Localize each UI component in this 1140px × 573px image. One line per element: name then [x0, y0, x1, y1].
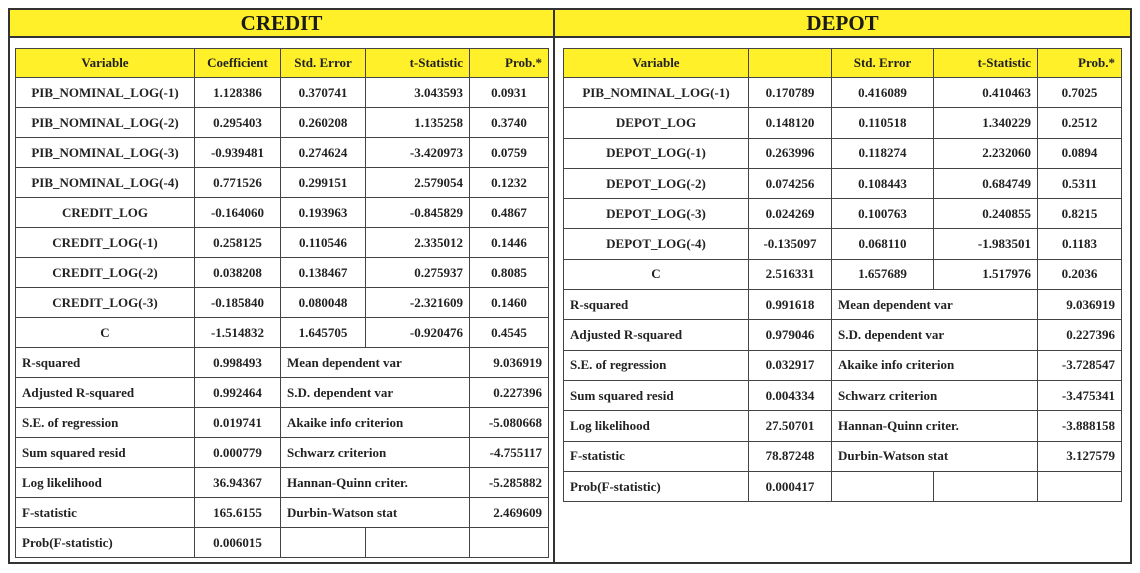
statistic-row	[16, 528, 549, 558]
numeric-cell: 0.4545	[470, 318, 549, 348]
statistic-label: Sum squared resid	[564, 380, 749, 410]
numeric-cell: 0.274624	[281, 138, 366, 168]
variable-name: PIB_NOMINAL_LOG(-1)	[564, 78, 749, 108]
empty-cell	[934, 471, 1038, 501]
numeric-cell: 0.080048	[281, 288, 366, 318]
statistic-value: -3.475341	[1038, 380, 1122, 410]
statistic-label: Durbin-Watson stat	[832, 441, 1038, 471]
statistic-row	[564, 290, 1122, 320]
numeric-cell: 0.1183	[1038, 229, 1122, 259]
column-header: t-Statistic	[934, 49, 1038, 78]
statistic-value: 0.000417	[749, 471, 832, 501]
numeric-cell: 0.684749	[934, 168, 1038, 198]
statistic-row	[16, 378, 549, 408]
column-header: Variable	[564, 49, 749, 78]
numeric-cell: 0.4867	[470, 198, 549, 228]
numeric-cell: 0.1232	[470, 168, 549, 198]
variable-name: PIB_NOMINAL_LOG(-4)	[16, 168, 195, 198]
statistic-label: Schwarz criterion	[281, 438, 470, 468]
statistic-value: 0.000779	[195, 438, 281, 468]
statistic-value: 2.469609	[470, 498, 549, 528]
statistic-value: 0.227396	[470, 378, 549, 408]
statistic-row	[16, 498, 549, 528]
numeric-cell: 0.2512	[1038, 108, 1122, 138]
numeric-cell: 0.260208	[281, 108, 366, 138]
coefficient-row	[16, 108, 549, 138]
numeric-cell: 0.771526	[195, 168, 281, 198]
column-header: Prob.*	[1038, 49, 1122, 78]
variable-name: DEPOT_LOG(-4)	[564, 229, 749, 259]
column-header: Variable	[16, 49, 195, 78]
statistic-value: -3.888158	[1038, 411, 1122, 441]
numeric-cell: 0.138467	[281, 258, 366, 288]
statistic-label: Schwarz criterion	[832, 380, 1038, 410]
empty-cell	[366, 528, 470, 558]
statistic-label: Sum squared resid	[16, 438, 195, 468]
numeric-cell: 0.110518	[832, 108, 934, 138]
statistic-value: 0.004334	[749, 380, 832, 410]
coefficient-row	[16, 138, 549, 168]
statistic-value: -5.285882	[470, 468, 549, 498]
coefficient-row	[564, 168, 1122, 198]
variable-name: PIB_NOMINAL_LOG(-3)	[16, 138, 195, 168]
numeric-cell: -0.185840	[195, 288, 281, 318]
numeric-cell: 2.579054	[366, 168, 470, 198]
statistic-row	[564, 380, 1122, 410]
numeric-cell: 0.8215	[1038, 199, 1122, 229]
numeric-cell: 0.240855	[934, 199, 1038, 229]
numeric-cell: -0.920476	[366, 318, 470, 348]
numeric-cell: 0.8085	[470, 258, 549, 288]
coefficient-row	[564, 229, 1122, 259]
numeric-cell: 1.135258	[366, 108, 470, 138]
numeric-cell: 0.416089	[832, 78, 934, 108]
numeric-cell: -0.845829	[366, 198, 470, 228]
column-header: Std. Error	[281, 49, 366, 78]
numeric-cell: 0.108443	[832, 168, 934, 198]
statistic-label: Mean dependent var	[281, 348, 470, 378]
statistic-row	[16, 468, 549, 498]
column-header: Coefficient	[195, 49, 281, 78]
statistic-label: F-statistic	[16, 498, 195, 528]
statistic-label: Adjusted R-squared	[564, 320, 749, 350]
statistic-value: 36.94367	[195, 468, 281, 498]
statistic-label: R-squared	[564, 290, 749, 320]
statistic-label: Prob(F-statistic)	[16, 528, 195, 558]
numeric-cell: 0.118274	[832, 138, 934, 168]
numeric-cell: 0.170789	[749, 78, 832, 108]
statistic-label: Adjusted R-squared	[16, 378, 195, 408]
statistic-value: 165.6155	[195, 498, 281, 528]
credit-title: CREDIT	[10, 10, 553, 38]
statistic-label: R-squared	[16, 348, 195, 378]
empty-cell	[1038, 471, 1122, 501]
statistic-label: Prob(F-statistic)	[564, 471, 749, 501]
numeric-cell: 2.516331	[749, 259, 832, 289]
numeric-cell: 0.295403	[195, 108, 281, 138]
statistic-value: 78.87248	[749, 441, 832, 471]
variable-name: DEPOT_LOG(-1)	[564, 138, 749, 168]
depot-regression-table	[563, 48, 1122, 502]
statistic-label: S.D. dependent var	[832, 320, 1038, 350]
numeric-cell: 0.410463	[934, 78, 1038, 108]
numeric-cell: 0.263996	[749, 138, 832, 168]
numeric-cell: -1.983501	[934, 229, 1038, 259]
numeric-cell: 0.024269	[749, 199, 832, 229]
numeric-cell: 0.068110	[832, 229, 934, 259]
variable-name: CREDIT_LOG(-3)	[16, 288, 195, 318]
numeric-cell: 2.335012	[366, 228, 470, 258]
numeric-cell: 1.645705	[281, 318, 366, 348]
statistic-value: 0.006015	[195, 528, 281, 558]
statistic-value: 0.032917	[749, 350, 832, 380]
variable-name: C	[564, 259, 749, 289]
coefficient-row	[564, 259, 1122, 289]
coefficient-row	[16, 198, 549, 228]
numeric-cell: -3.420973	[366, 138, 470, 168]
numeric-cell: 0.370741	[281, 78, 366, 108]
numeric-cell: 0.3740	[470, 108, 549, 138]
coefficient-row	[16, 318, 549, 348]
statistic-row	[564, 320, 1122, 350]
numeric-cell: 0.7025	[1038, 78, 1122, 108]
statistic-label: Akaike info criterion	[281, 408, 470, 438]
variable-name: DEPOT_LOG	[564, 108, 749, 138]
numeric-cell: 0.038208	[195, 258, 281, 288]
variable-name: CREDIT_LOG(-1)	[16, 228, 195, 258]
coefficient-row	[16, 168, 549, 198]
numeric-cell: 0.1446	[470, 228, 549, 258]
numeric-cell: 0.0759	[470, 138, 549, 168]
statistic-value: -5.080668	[470, 408, 549, 438]
statistic-label: Hannan-Quinn criter.	[281, 468, 470, 498]
numeric-cell: -0.164060	[195, 198, 281, 228]
variable-name: DEPOT_LOG(-3)	[564, 199, 749, 229]
variable-name: CREDIT_LOG(-2)	[16, 258, 195, 288]
numeric-cell: 1.657689	[832, 259, 934, 289]
coefficient-row	[564, 199, 1122, 229]
numeric-cell: 0.299151	[281, 168, 366, 198]
panel-divider	[553, 8, 555, 564]
numeric-cell: 0.074256	[749, 168, 832, 198]
variable-name: PIB_NOMINAL_LOG(-1)	[16, 78, 195, 108]
empty-cell	[470, 528, 549, 558]
coefficient-row	[564, 138, 1122, 168]
statistic-value: -4.755117	[470, 438, 549, 468]
coefficient-row	[16, 228, 549, 258]
statistic-value: 9.036919	[1038, 290, 1122, 320]
statistic-label: S.E. of regression	[16, 408, 195, 438]
statistic-value: 0.998493	[195, 348, 281, 378]
statistic-row	[16, 348, 549, 378]
coefficient-row	[564, 108, 1122, 138]
header-row	[16, 49, 549, 78]
numeric-cell: -0.135097	[749, 229, 832, 259]
statistic-label: F-statistic	[564, 441, 749, 471]
statistic-row	[16, 408, 549, 438]
statistic-label: S.D. dependent var	[281, 378, 470, 408]
numeric-cell: 0.100763	[832, 199, 934, 229]
statistic-value: 0.019741	[195, 408, 281, 438]
depot-title: DEPOT	[555, 10, 1130, 38]
numeric-cell: 0.110546	[281, 228, 366, 258]
statistic-value: -3.728547	[1038, 350, 1122, 380]
column-header: Std. Error	[832, 49, 934, 78]
statistic-value: 0.991618	[749, 290, 832, 320]
numeric-cell: 1.128386	[195, 78, 281, 108]
coefficient-row	[16, 258, 549, 288]
statistic-value: 0.227396	[1038, 320, 1122, 350]
statistic-value: 27.50701	[749, 411, 832, 441]
statistic-row	[564, 471, 1122, 501]
coefficient-row	[16, 288, 549, 318]
statistic-value: 0.979046	[749, 320, 832, 350]
column-header	[749, 49, 832, 78]
numeric-cell: 0.5311	[1038, 168, 1122, 198]
coefficient-row	[16, 78, 549, 108]
column-header: t-Statistic	[366, 49, 470, 78]
statistic-label: Log likelihood	[16, 468, 195, 498]
numeric-cell: 0.148120	[749, 108, 832, 138]
numeric-cell: 1.517976	[934, 259, 1038, 289]
numeric-cell: 0.2036	[1038, 259, 1122, 289]
empty-cell	[832, 471, 934, 501]
numeric-cell: -0.939481	[195, 138, 281, 168]
statistic-label: Mean dependent var	[832, 290, 1038, 320]
statistic-label: Hannan-Quinn criter.	[832, 411, 1038, 441]
numeric-cell: 0.0894	[1038, 138, 1122, 168]
numeric-cell: 0.193963	[281, 198, 366, 228]
statistic-label: Log likelihood	[564, 411, 749, 441]
statistic-label: Akaike info criterion	[832, 350, 1038, 380]
coefficient-row	[564, 78, 1122, 108]
statistic-row	[564, 411, 1122, 441]
variable-name: PIB_NOMINAL_LOG(-2)	[16, 108, 195, 138]
numeric-cell: 0.1460	[470, 288, 549, 318]
numeric-cell: 2.232060	[934, 138, 1038, 168]
header-row	[564, 49, 1122, 78]
variable-name: C	[16, 318, 195, 348]
variable-name: DEPOT_LOG(-2)	[564, 168, 749, 198]
statistic-value: 0.992464	[195, 378, 281, 408]
numeric-cell: 0.275937	[366, 258, 470, 288]
numeric-cell: -1.514832	[195, 318, 281, 348]
numeric-cell: 0.258125	[195, 228, 281, 258]
statistic-row	[564, 350, 1122, 380]
variable-name: CREDIT_LOG	[16, 198, 195, 228]
numeric-cell: 0.0931	[470, 78, 549, 108]
numeric-cell: 1.340229	[934, 108, 1038, 138]
numeric-cell: -2.321609	[366, 288, 470, 318]
statistic-row	[16, 438, 549, 468]
numeric-cell: 3.043593	[366, 78, 470, 108]
credit-regression-table	[15, 48, 549, 558]
statistic-row	[564, 441, 1122, 471]
column-header: Prob.*	[470, 49, 549, 78]
statistic-value: 9.036919	[470, 348, 549, 378]
statistic-label: S.E. of regression	[564, 350, 749, 380]
empty-cell	[281, 528, 366, 558]
statistic-label: Durbin-Watson stat	[281, 498, 470, 528]
statistic-value: 3.127579	[1038, 441, 1122, 471]
